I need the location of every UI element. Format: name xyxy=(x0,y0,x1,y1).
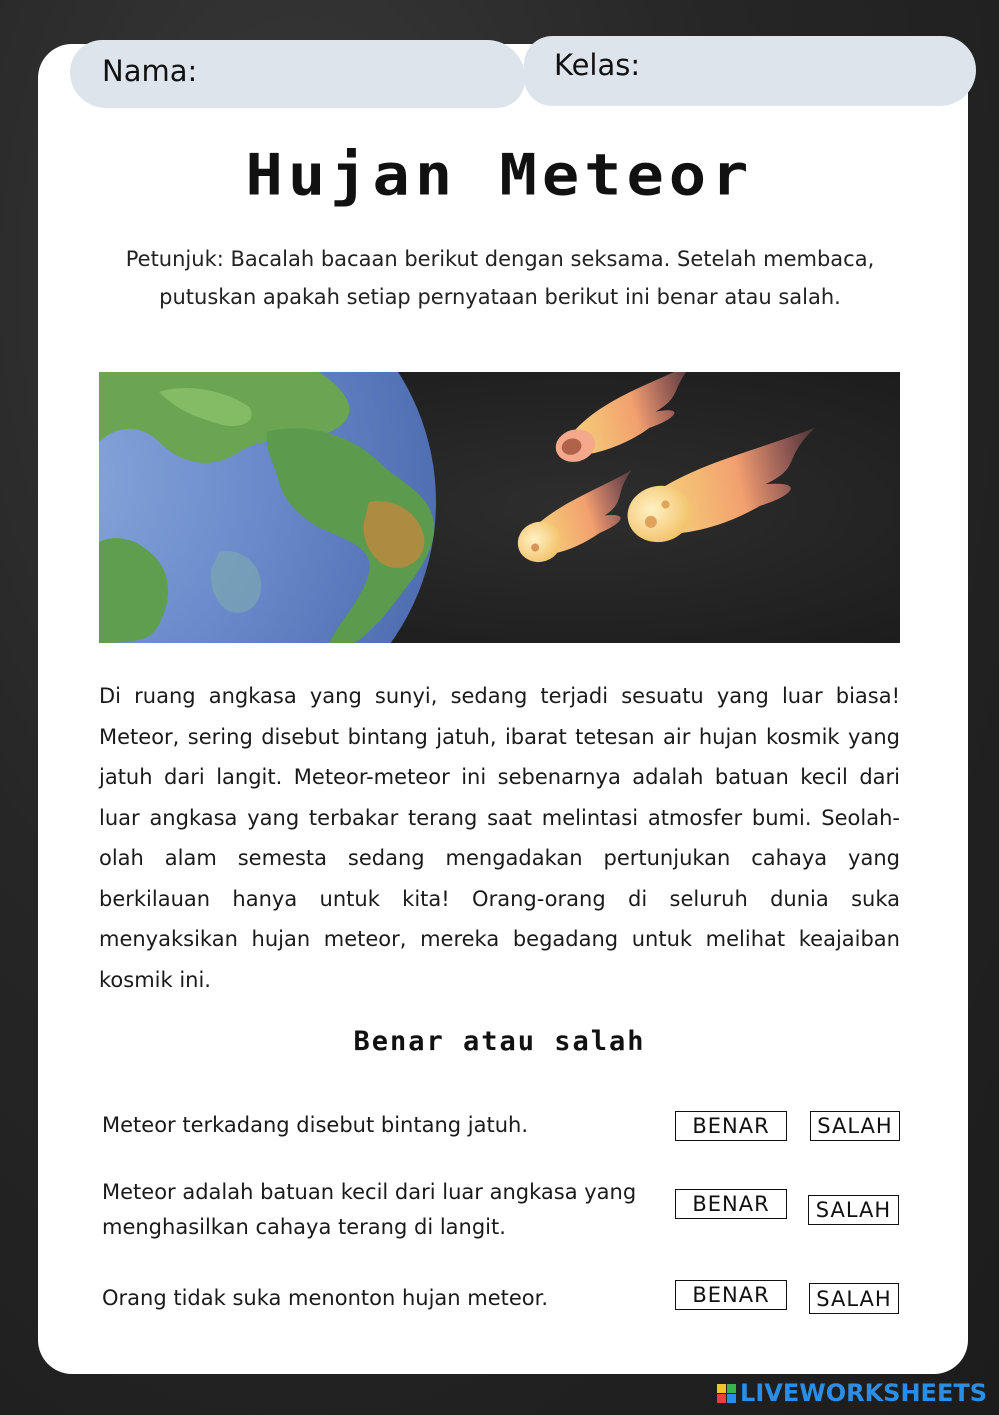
class-input[interactable] xyxy=(654,50,948,88)
class-field xyxy=(524,36,976,106)
watermark-text: LIVEWORKSHEETS xyxy=(740,1379,987,1407)
earth-icon xyxy=(99,372,436,643)
quiz-heading: Benar atau salah xyxy=(353,1026,646,1057)
earth-meteor-illustration xyxy=(99,372,900,643)
statement-3-false-button[interactable]: SALAH xyxy=(809,1283,899,1314)
liveworksheets-logo-icon xyxy=(717,1384,736,1403)
statement-3: Orang tidak suka menonton hujan meteor. xyxy=(102,1286,549,1310)
statement-2: Meteor adalah batuan kecil dari luar angkasa yang menghasilkan cahaya terang di langit. xyxy=(102,1180,637,1239)
statement-1-true-button[interactable]: BENAR xyxy=(675,1111,787,1141)
statement-3-true-button[interactable]: BENAR xyxy=(675,1280,787,1310)
page-title: Hujan Meteor xyxy=(245,140,754,209)
reading-passage: Di ruang angkasa yang sunyi, sedang terjadi sesuatu yang luar biasa! Meteor, sering disebut bintang jatuh, ibarat tetesan air hujan kosmik yang jatuh dari langit. Meteor-meteor ini sebenarnya adalah batuan kecil dari luar angkasa yang terbakar terang saat melintasi atmosfer bumi. Seolah-olah alam semesta sedang mengadakan pertunjukan cahaya yang berkilauan hanya untuk kita! Orang-orang di seluruh dunia suka menyaksikan hujan meteor, mereka begadang untuk melihat keajaiban kosmik ini. xyxy=(99,684,900,992)
name-input[interactable] xyxy=(210,56,504,94)
name-label: Nama: xyxy=(102,54,198,88)
liveworksheets-watermark xyxy=(717,1376,987,1410)
statement-2-true-button[interactable]: BENAR xyxy=(675,1189,787,1219)
instructions: Petunjuk: Bacalah bacaan berikut dengan seksama. Setelah membaca, putuskan apakah setiap pernyataan berikut ini benar atau salah. xyxy=(125,247,875,309)
class-label: Kelas: xyxy=(554,48,641,82)
statement-1-false-button[interactable]: SALAH xyxy=(810,1111,900,1141)
statement-1: Meteor terkadang disebut bintang jatuh. xyxy=(102,1113,529,1137)
statement-2-false-button[interactable]: SALAH xyxy=(808,1195,899,1225)
name-field xyxy=(70,40,525,108)
